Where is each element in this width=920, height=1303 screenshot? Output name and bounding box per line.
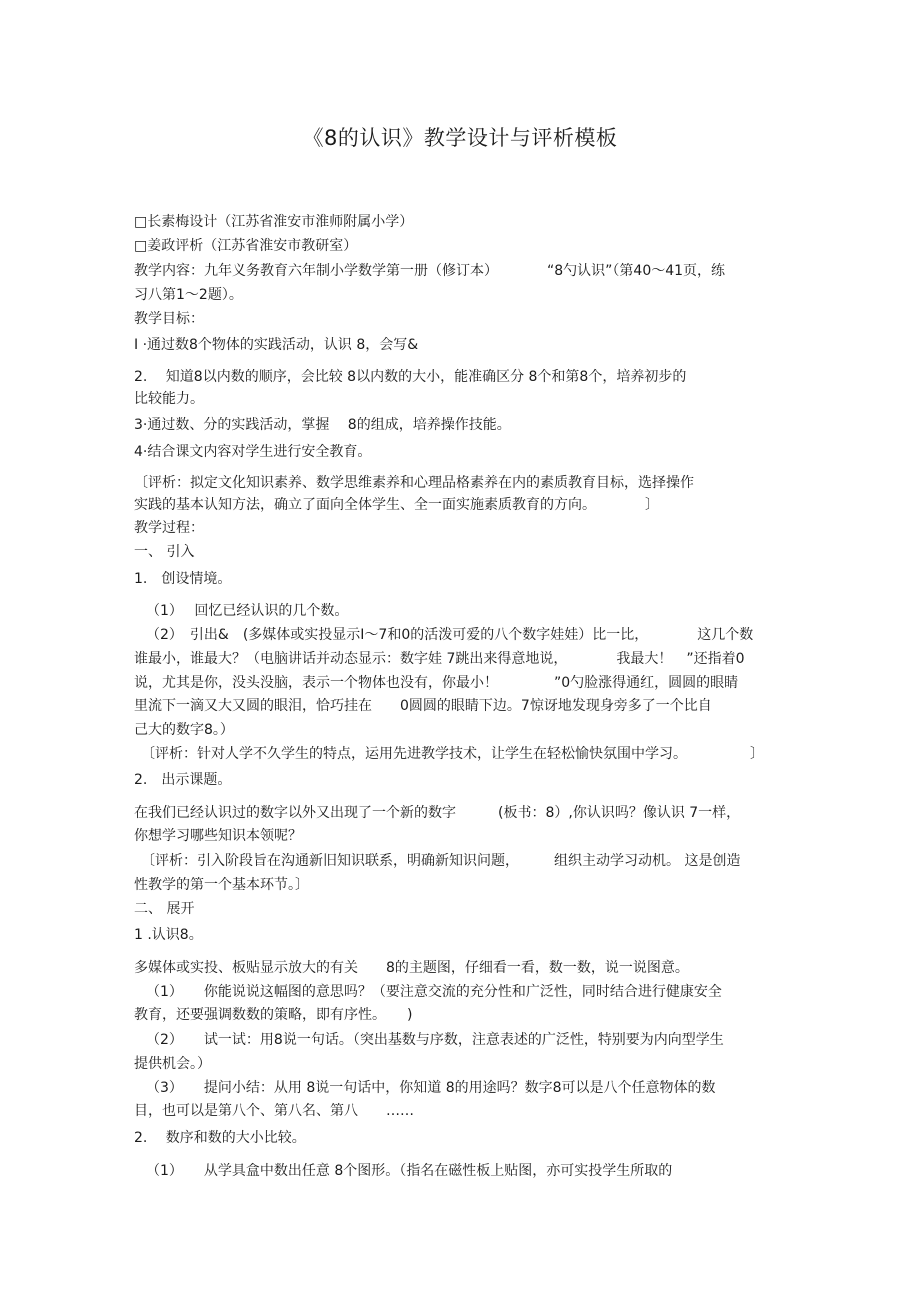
comment-line: 实践的基本认知方法，确立了面向全体学生、全一面实施素质教育的方向。 〕 xyxy=(134,497,659,513)
text-line: 2. 知道8以内数的顺序，会比较 8以内数的大小，能准确区分 8个和第8个，培养初步的 xyxy=(134,369,687,385)
text-line: 说，尤其是你，没头没脑，表示一个物体也没有，你最小！ ”0勺脸涨得通红，圆圆的眼睛 xyxy=(134,675,739,691)
text-line: （1） 回忆已经认识的几个数。 xyxy=(146,603,349,619)
text-line: 2. 出示课题。 xyxy=(134,772,232,788)
text-line: 谁最小，谁最大？（电脑讲话并动态显示：数字娃 7跳出来得意地说， 我最大！ ”还指着0 xyxy=(134,651,745,667)
text-line: 提供机会。） xyxy=(134,1056,211,1072)
text-line: 教育，还要强调数数的策略，即有序性。 ) xyxy=(134,1007,413,1023)
text-line: （2） 引出& (多媒体或实投显示I～7和0的活泼可爱的八个数字娃娃）比一比， 这几个数 xyxy=(146,627,754,643)
comment-line: 〔评析：针对人学不久学生的特点，运用先进教学技术，让学生在轻松愉快氛围中学习。 〕 xyxy=(141,746,764,762)
text-line: 多媒体或实投、板贴显示放大的有关 8的主题图，仔细看一看，数一数，说一说图意。 xyxy=(134,960,689,976)
text-line: 1 .认识8。 xyxy=(134,927,203,943)
document-title: 《8的认识》教学设计与评析模板 xyxy=(302,126,618,150)
text-line: 目，也可以是第八个、第八名、第八 …… xyxy=(134,1103,414,1119)
text-line: 己大的数字8。） xyxy=(134,722,234,738)
text-line: 3·通过数、分的实践活动，掌握 8的组成，培养操作技能。 xyxy=(134,417,511,433)
text-line: I ·通过数8个物体的实践活动，认识 8，会写& xyxy=(134,337,419,353)
comment-line: 〔评析：引入阶段旨在沟通新旧知识联系，明确新知识问题， 组织主动学习动机。 这是创造 xyxy=(141,853,741,869)
section-heading: 二、 展开 xyxy=(134,901,195,917)
text-line: （1） 从学具盒中数出任意 8个图形。（指名在磁性板上贴图，亦可实投学生所取的 xyxy=(146,1163,673,1179)
text-line: 在我们已经认识过的数字以外又出现了一个新的数字 (板书：8）,你认识吗？像认识 7一样， xyxy=(134,805,741,821)
text-line: 你想学习哪些知识本领呢？ xyxy=(134,828,302,844)
text-line: 2. 数序和数的大小比较。 xyxy=(134,1130,306,1146)
text-line: （3） 提问小结：从用 8说一句话中，你知道 8的用途吗？数字8可以是八个任意物体的数 xyxy=(146,1080,716,1096)
text-line: 比较能力。 xyxy=(134,391,204,407)
text-line: 教学内容：九年义务教育六年制小学数学第一册（修订本） “8勺认识”（第40～41页，练 xyxy=(134,263,726,279)
text-line: （2） 试一试：用8说一句话。（突出基数与序数，注意表述的广泛性，特别要为内向型学生 xyxy=(146,1032,724,1048)
text-line: （1） 你能说说这幅图的意思吗？（要注意交流的充分性和广泛性，同时结合进行健康安全 xyxy=(146,984,722,1000)
comment-line: 性教学的第一个基本环节。〕 xyxy=(134,877,309,893)
text-line: 里流下一滴又大又圆的眼泪，恰巧挂在 0圆圆的眼睛下边。7惊讶地发现身旁多了一个比自 xyxy=(134,698,712,714)
text-line: 4·结合课文内容对学生进行安全教育。 xyxy=(134,444,372,460)
section-heading: 一、 引入 xyxy=(134,544,195,560)
text-line: 习八第1～2题）。 xyxy=(134,287,243,303)
text-line: 1. 创设情境。 xyxy=(134,571,232,587)
comment-line: 〔评析：拟定文化知识素养、数学思维素养和心理品格素养在内的素质教育目标，选择操作 xyxy=(134,475,694,491)
section-heading: 教学过程： xyxy=(134,520,204,536)
text-line: □长素梅设计（江苏省淮安市淮师附属小学） xyxy=(134,214,414,230)
text-line: 教学目标： xyxy=(134,311,204,327)
text-line: □姜政评析（江苏省淮安市教研室） xyxy=(134,238,358,254)
